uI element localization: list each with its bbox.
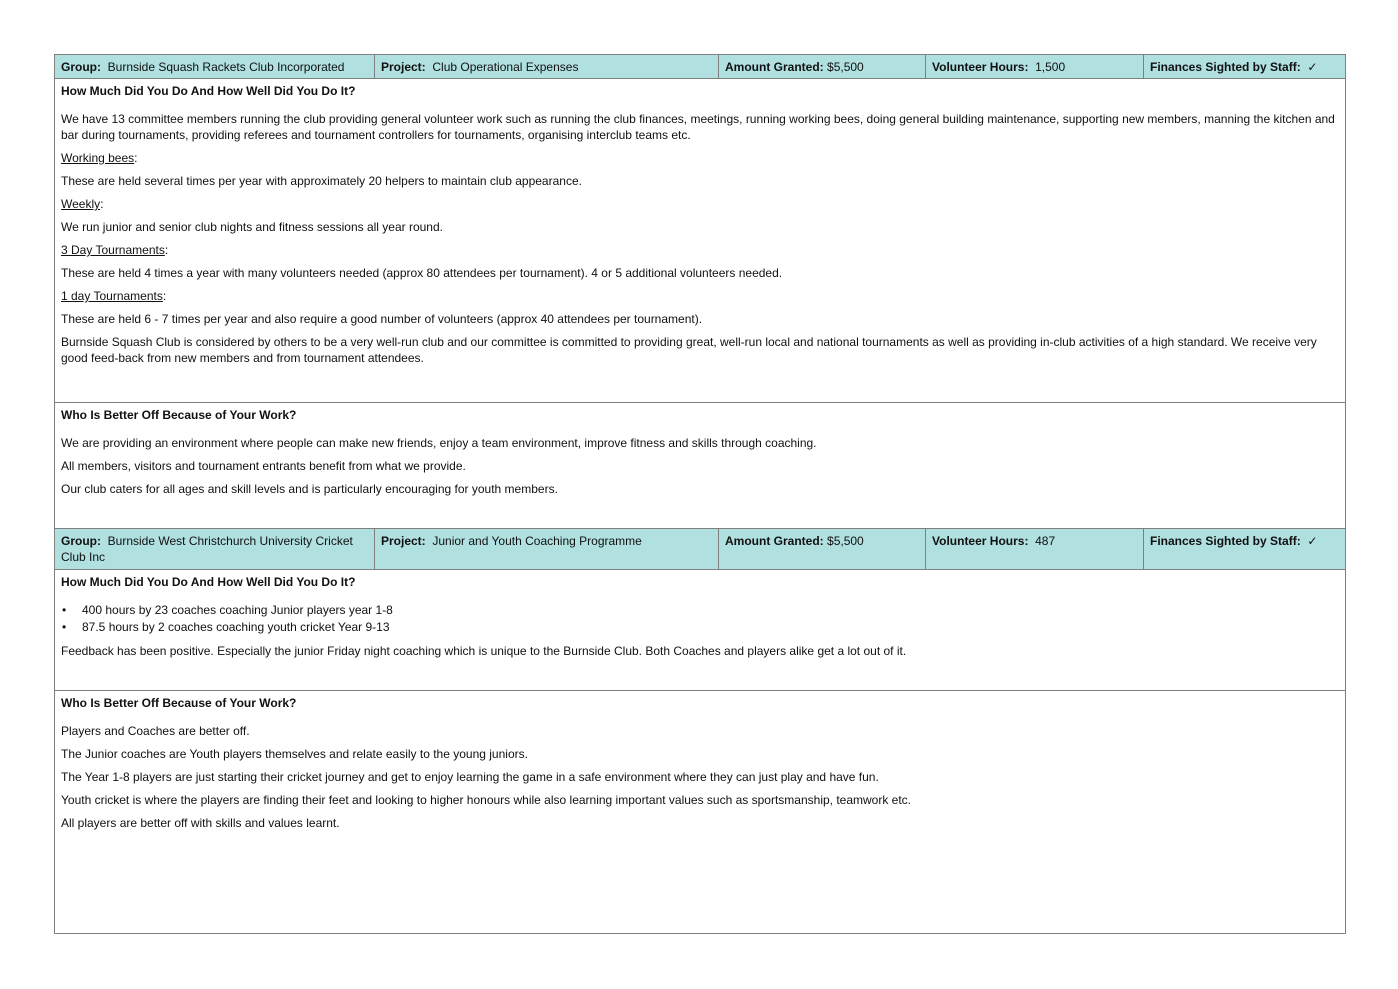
who-better-off-section (55, 691, 1345, 933)
amount-value: $5,500 (827, 60, 864, 74)
paragraph: Our club caters for all ages and skill levels and is particularly encouraging for youth members. (61, 482, 558, 496)
project-value: Junior and Youth Coaching Programme (432, 534, 642, 548)
section-title: How Much Did You Do And How Well Did You Do It? (61, 84, 356, 98)
project-label: Project: (381, 60, 426, 74)
item-heading (61, 288, 1339, 304)
item-heading-colon: : (134, 151, 138, 165)
amount-label: Amount Granted: (725, 534, 824, 548)
check-icon: ✓ (1307, 534, 1318, 548)
project-label: Project: (381, 534, 426, 548)
paragraph: All members, visitors and tournament entrants benefit from what we provide. (61, 459, 466, 473)
item-heading-text: 1 day Tournaments (61, 289, 163, 303)
group-label: Group: (61, 534, 101, 548)
paragraph: Youth cricket is where the players are finding their feet and looking to higher honours while also learning important values such as sportsmanship, teamwork etc. (61, 793, 912, 807)
group-cell (55, 529, 375, 569)
item-heading-colon: : (100, 197, 104, 211)
finances-label: Finances Sighted by Staff: (1150, 534, 1301, 548)
section-title: Who Is Better Off Because of Your Work? (61, 408, 297, 422)
list-item-text: 400 hours by 23 coaches coaching Junior players year 1-8 (82, 603, 393, 617)
section-title: How Much Did You Do And How Well Did You Do It? (61, 575, 356, 589)
paragraph: The Year 1-8 players are just starting their cricket journey and get to enjoy learning the game in a safe environment where they can just play and have fun. (61, 770, 879, 784)
section-title: Who Is Better Off Because of Your Work? (61, 696, 297, 710)
item-heading-text: Weekly (61, 197, 101, 211)
group-value: Burnside West Christchurch University Cricket Club Inc (61, 534, 353, 564)
hours-value: 487 (1035, 534, 1056, 548)
item-heading (61, 242, 1339, 258)
amount-value: $5,500 (827, 534, 864, 548)
item-text: These are held 6 - 7 times per year and also require a good number of volunteers (approx 40 attendees per tournament). (61, 312, 703, 326)
how-much-section (55, 79, 1345, 403)
paragraph: We are providing an environment where people can make new friends, enjoy a team environment, improve fitness and skills through coaching. (61, 436, 817, 450)
closing-paragraph: Feedback has been positive. Especially the junior Friday night coaching which is unique to the Burnside Club. Both Coaches and players alike get a lot out of it. (61, 644, 907, 658)
paragraph: The Junior coaches are Youth players themselves and relate easily to the young juniors. (61, 747, 528, 761)
bullet-list (61, 602, 1339, 636)
list-item (61, 602, 1339, 619)
bullet-icon: • (62, 620, 67, 634)
item-heading-text: 3 Day Tournaments (61, 243, 165, 257)
project-value: Club Operational Expenses (432, 60, 579, 74)
who-better-off-section (55, 403, 1345, 529)
finances-label: Finances Sighted by Staff: (1150, 60, 1301, 74)
finances-cell (1144, 55, 1345, 78)
closing-paragraph: Burnside Squash Club is considered by others to be a very well-run club and our committee is committed to providing great, well-run local and national tournaments as well as providing in-club activities of a high standard. We receive very good feed-back from new members and from tournament attendees. (61, 335, 1317, 365)
finances-cell (1144, 529, 1345, 569)
item-text: We run junior and senior club nights and fitness sessions all year round. (61, 220, 443, 234)
project-cell (375, 529, 719, 569)
item-heading (61, 196, 1339, 212)
list-item-text: 87.5 hours by 2 coaches coaching youth cricket Year 9-13 (82, 620, 390, 634)
intro-paragraph: We have 13 committee members running the club providing general volunteer work such as running the club finances, meetings, running working bees, doing general building maintenance, supporting new members, manning the kitchen and bar during tournaments, providing referees and tournament controllers for tournaments, organising interclub teams etc. (61, 112, 1335, 142)
hours-label: Volunteer Hours: (932, 60, 1029, 74)
group-label: Group: (61, 60, 101, 74)
item-heading-colon: : (164, 243, 169, 257)
item-heading-text: Working bees (61, 151, 135, 165)
hours-cell (926, 529, 1144, 569)
item-text: These are held 4 times a year with many volunteers needed (approx 80 attendees per tournament). 4 or 5 additional volunteers needed. (61, 266, 783, 280)
list-item (61, 619, 1339, 636)
item-heading (61, 150, 1339, 166)
record-header-row (55, 529, 1345, 570)
project-cell (375, 55, 719, 78)
check-icon: ✓ (1307, 60, 1318, 74)
hours-value: 1,500 (1035, 60, 1066, 74)
paragraph: Players and Coaches are better off. (61, 724, 250, 738)
record-header-row (55, 55, 1345, 79)
amount-label: Amount Granted: (725, 60, 824, 74)
bullet-icon: • (62, 603, 67, 617)
hours-label: Volunteer Hours: (932, 534, 1029, 548)
hours-cell (926, 55, 1144, 78)
group-cell (55, 55, 375, 78)
group-value: Burnside Squash Rackets Club Incorporated (107, 60, 345, 74)
item-text: These are held several times per year with approximately 20 helpers to maintain club appearance. (61, 174, 582, 188)
paragraph: All players are better off with skills and values learnt. (61, 816, 340, 830)
how-much-section (55, 570, 1345, 691)
grant-report-table (54, 54, 1346, 934)
item-heading-colon: : (162, 289, 167, 303)
amount-cell (719, 55, 926, 78)
amount-cell (719, 529, 926, 569)
